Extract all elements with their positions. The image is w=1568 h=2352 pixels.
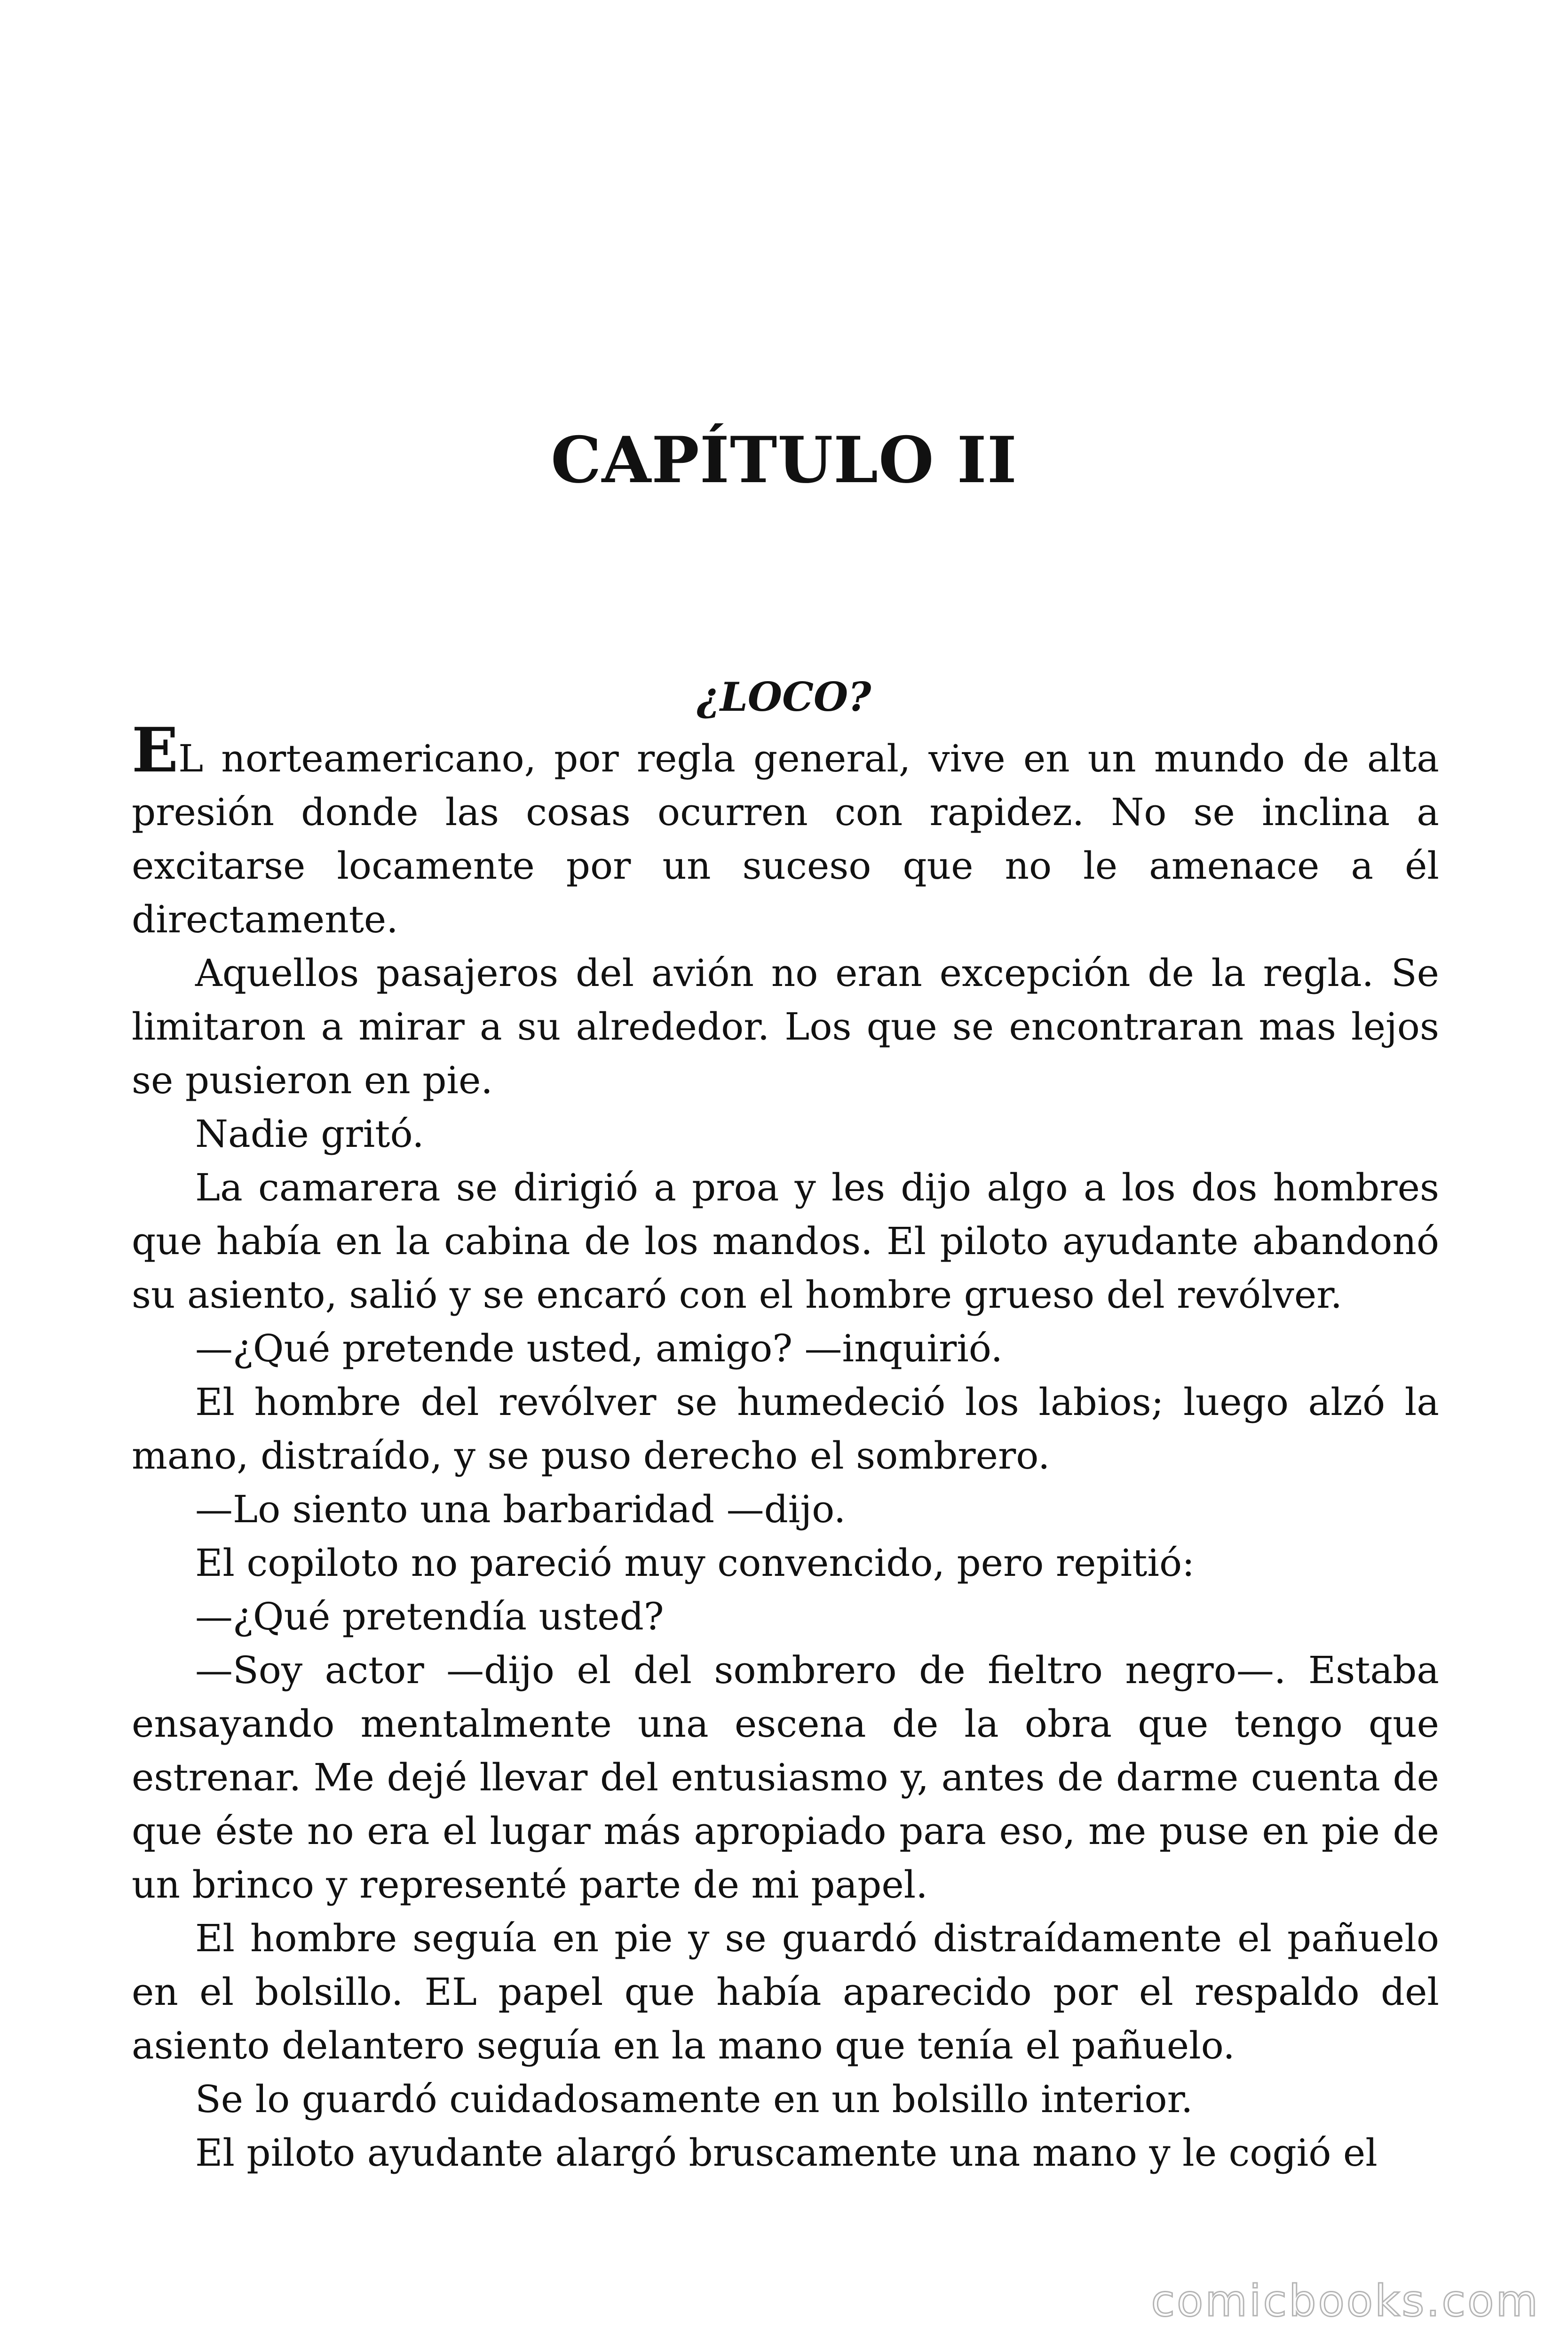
paragraph: El hombre del revólver se humedeció los labios; luego alzó la mano, distraído, y se puso derecho el sombrero. — [132, 1380, 1439, 1478]
paragraph: Se lo guardó cuidadosamente en un bolsillo interior. — [195, 2077, 1193, 2121]
drop-cap: E — [132, 714, 179, 786]
paragraph: El piloto ayudante alargó bruscamente una mano y le cogió el — [195, 2131, 1378, 2175]
paragraph: El hombre seguía en pie y se guardó distraídamente el pañuelo en el bolsillo. EL papel que había aparecido por el respaldo del asiento delantero seguía en la mano que tenía el pañuelo. — [132, 1916, 1439, 2067]
paragraph: Nadie gritó. — [195, 1112, 424, 1156]
paragraph-1 — [132, 714, 1439, 946]
paragraph: La camarera se dirigió a proa y les dijo algo a los dos hombres que había en la cabina de los mandos. El piloto ayudante abandonó su asiento, salió y se encaró con el hombre grueso del revólver. — [132, 1166, 1439, 1317]
watermark-text: comicbooks.com — [1151, 2276, 1540, 2326]
paragraph-1-text: L norteamericano, por regla general, vive en un mundo de alta presión donde las cosas ocurren con rapidez. No se inclina a excitarse locamente por un suceso que no le amenace a él directamente. — [132, 737, 1439, 941]
paragraph: Aquellos pasajeros del avión no eran excepción de la regla. Se limitaron a mirar a su alrededor. Los que se encontraran mas lejos se pusieron en pie. — [132, 951, 1439, 1102]
chapter-body — [132, 714, 1439, 2180]
paragraph: —¿Qué pretende usted, amigo? —inquirió. — [195, 1327, 1003, 1370]
paragraph: —¿Qué pretendía usted? — [195, 1595, 664, 1638]
section-title: ¿LOCO? — [697, 673, 871, 720]
paragraph: —Soy actor —dijo el del sombrero de fieltro negro—. Estaba ensayando mentalmente una escena de la obra que tengo que estrenar. Me dejé llevar del entusiasmo y, antes de darme cuenta de que éste no era el lugar más apropiado para eso, me puse en pie de un brinco y representé parte de mi papel. — [132, 1648, 1439, 1907]
paragraph: —Lo siento una barbaridad —dijo. — [195, 1487, 846, 1531]
paragraph: El copiloto no pareció muy convencido, pero repitió: — [195, 1541, 1195, 1585]
chapter-title: CAPÍTULO II — [551, 422, 1017, 498]
